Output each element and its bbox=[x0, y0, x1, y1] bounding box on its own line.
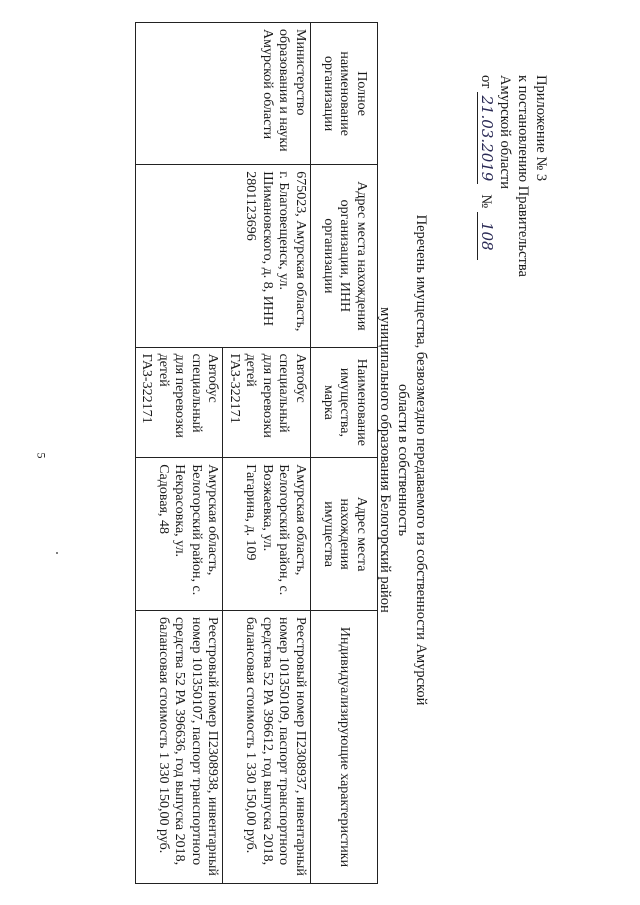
table-row bbox=[136, 23, 224, 884]
cell-org-address: 675023, Амурская область, г. Благовещенск, ул. Шимановского, д. 8, ИНН 2801123696 bbox=[223, 165, 311, 347]
document-title bbox=[376, 200, 430, 720]
cell-organization bbox=[136, 23, 224, 165]
cell-org-address bbox=[136, 165, 224, 347]
header-organization: Полное наименование организации bbox=[311, 23, 378, 165]
header-org-address: Адрес места нахождения организации, ИНН организации bbox=[311, 165, 378, 347]
cell-property-address: Амурская область, Белогорский район, с. Некрасовка, ул. Садовая, 48 bbox=[136, 458, 224, 611]
header-characteristics: Индивидуализирующие характеристики bbox=[311, 611, 378, 884]
header-property-address: Адрес места нахождения имущества bbox=[311, 458, 378, 611]
cell-property-address: Амурская область, Белогорский район, с. Возжаевка, ул. Гагарина, д. 109 bbox=[223, 458, 311, 611]
cell-organization: Министерство образования и науки Амурской области bbox=[223, 23, 311, 165]
header-property: Наименование имущества, марка bbox=[311, 347, 378, 458]
title-line-1: Перечень имущества, безвозмездно передаваемого из собственности Амурской области в собственность bbox=[395, 214, 429, 706]
table-row bbox=[223, 23, 311, 884]
handwritten-date: 21.03.2019 bbox=[477, 92, 496, 184]
title-line-2: муниципального образования Белогорский район bbox=[377, 307, 393, 613]
cell-property: Автобус специальный для перевозки детей ГАЗ-322171 bbox=[223, 347, 311, 458]
appendix-line-1: Приложение № 3 bbox=[533, 75, 549, 182]
cell-property: Автобус специальный для перевозки детей ГАЗ-322171 bbox=[136, 347, 224, 458]
appendix-line-2: к постановлению Правительства bbox=[515, 75, 531, 277]
appendix-header bbox=[477, 75, 550, 277]
date-prefix: от bbox=[478, 75, 494, 89]
page-number: 5 bbox=[34, 452, 49, 459]
table-header-row bbox=[311, 23, 378, 884]
number-prefix: № bbox=[478, 194, 494, 209]
handwritten-number: 108 bbox=[477, 212, 496, 260]
cell-characteristics: Реестровый номер П2308937, инвентарный номер 101350109, паспорт транспортного средства 52 РА 396612, год выпуска 2018, балансовая стоимость 1 330 150,00 руб. bbox=[223, 611, 311, 884]
property-table bbox=[135, 22, 378, 884]
cell-characteristics: Реестровый номер П2308938, инвентарный номер 101350107, паспорт транспортного средства 52 РА 396636, год выпуска 2018, балансовая стоимость 1 330 150,00 руб. bbox=[136, 611, 224, 884]
appendix-date-line bbox=[477, 75, 496, 277]
appendix-line-3: Амурской области bbox=[497, 75, 513, 189]
